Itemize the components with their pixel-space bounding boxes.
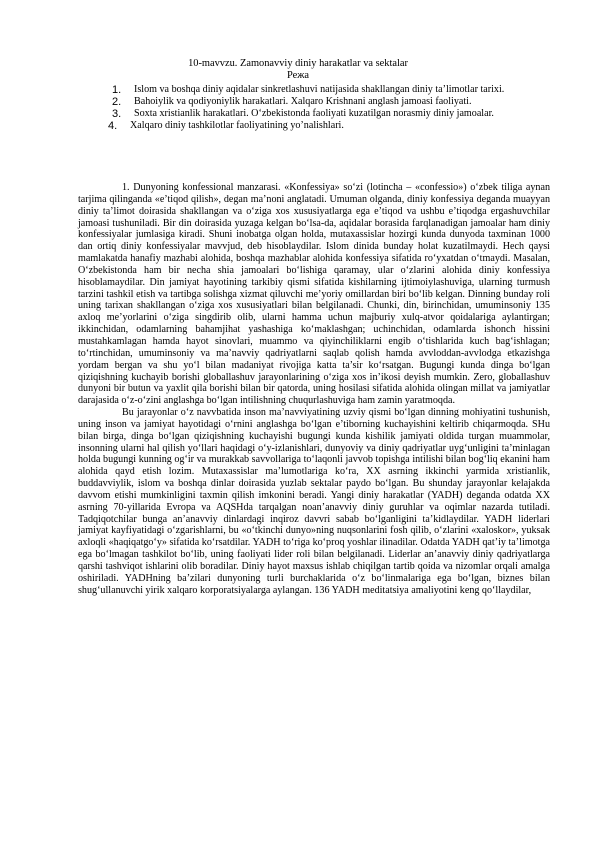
body-paragraph: 1. Dunyoning konfessional manzarasi. «Konfessiya» so‘zi (lotincha – «confessio») o‘zbek tiliga aynan tarjima qilinganda «e’tiqod qilish», degan ma’noni anglatadi. Umuman olganda, diniy konfessiya deganda muayyan diniy ta’limot doirasida shakllangan va o‘ziga xos xususiyatlarga ega e’tiqod va ushbu e’tiqodga ergashuvchilar jamoasi tushuniladi. Bir din doirasida yuzaga kelgan bo‘lsa-da, aqidalar borasida farqlanadigan jamoalar ham diniy konfessiyalar jumlasiga kiradi. Shuni inobatga olgan holda, mutaxassislar hozirgi kunda dunyoda taxminan 1000 dan ortiq diniy konfessiyalar mavvjud, deb hisoblaydilar. Islom dinida bunday holat kuzatilmaydi. Hech qaysi mamlakatda hanafiy mazhabi alohida, boshqa mazhablar alohida konfessiya sifatida ro‘yxatdan o‘tmaydi. Masalan, O‘zbekistonda ham bir necha shia jamoalari bo‘lishiga qaramay, ular o‘zlarini alohida diniy konfessiya hisoblamaydilar. Din jamiyat hayotining tarkibiy qismi sifatida kishilarning ijtimoiylashuviga, ularning turmush tarzini tashkil etish va tartibga solishga xizmat qiluvchi me’yoriy omillardan biri bo‘lib kelgan. Dinning bunday roli uning tarixan shakllangan o‘ziga xos xususiyatlari bilan belgilanadi. Chunki, din, birinchidan, umuminsoniy 135 axloq me’yorlarini o‘ziga singdirib olib, ularni hamma uchun majburiy xulq-atvor qoidalariga aylantirgan; ikkinchidan, odamlarning bahamjihat yashashiga ko‘maklashgan; uchinchidan, odamlarda ishonch hissini mustahkamlagan hamda hayot sinovlari, muammo va qiyinchiliklarni engib o‘tishlarida kuch bag‘ishlagan; to‘rtinchidan, umuminsoniy va ma’navviy qadriyatlarni saqlab qolish hamda avvloddan-avvlodga etkazishga yordam bergan va shu yo‘l bilan madaniyat rivojiga katta ta’sir ko‘rsatgan. Bugungi kunda dinga bo‘lgan qiziqishning kuchayib borishi globallashuv jarayonlarining o‘ziga xos in’ikosi deyish mumkin. Zero, globallashuv dunyoni bir butun va yaxlit qila borishi bilan bir qatorda, uning hosilasi sifatida alohida olingan millat va jamiyatlar darajasida o‘z-o‘zini anglashga bo‘lgan intilishning chuqurlashuviga ham zamin yaratmoqda. (78, 182, 550, 407)
plan-item-text: Bahoiylik va qodiyoniylik harakatlari. Xalqaro Krishnani anglash jamoasi faoliyati. (134, 96, 472, 107)
plan-item-number: 2. (112, 96, 122, 108)
plan-item-number: 3. (112, 108, 122, 120)
plan-item-number: 4. (108, 120, 118, 132)
plan-item (112, 96, 550, 108)
document-title: 10-mavvzu. Zamonavviy diniy harakatlar va sektalar (188, 58, 408, 69)
plan-item-text: Soxta xristianlik harakatlari. O‘zbekistonda faoliyati kuzatilgan norasmiy diniy jamoalar. (134, 108, 494, 119)
plan-item-number: 1. (112, 84, 122, 96)
body-paragraph: Bu jarayonlar o‘z navvbatida inson ma’navviyatining uzviy qismi bo‘lgan dinning mohiyatini tushunish, uning inson va jamiyat hayotidagi o‘rnini anglashga bo‘lgan e’tiborning kuchayishini keltirib chiqarmoqda. SHu bilan birga, dinga bo‘lgan qiziqishning kuchayishi bugungi kunda kishilik jamiyati oldida turgan muammolar, insonning ularni hal qilish yo‘llari haqidagi o‘y-izlanishlari, dunyoviy va diniy qadriyatlar uyg‘unligini ta’minlagan holda bugungi kunning og‘ir va murakkab savvollariga to‘laqonli javvob topishga intilishi bilan bog‘liq ekanini ham alohida qayd etish lozim. Mutaxassislar ma’lumotlariga ko‘ra, XX asrning ikkinchi yarmida xristianlik, buddavviylik, islom va boshqa dinlar doirasida yuzlab sektalar paydo bo‘lgan. Bu shunday jarayonlar kelajakda davvom etishi mumkinligini taxmin qilish imkonini beradi. Yangi diniy harakatlar (YADH) deganda odatda XX asrning 70-yillarida Evropa va AQSHda tarqalgan noan’anavviy diniy guruhlar va oqimlar nazarda tutiladi. Tadqiqotchilar bunga an’anavviy dinlardagi inqiroz davvri sabab bo‘lganligini ta’kidlaydilar. YADH liderlari jamiyat kayfiyatidagi o‘zgarishlarni, bu «o‘tkinchi dunyo»ning nuqsonlarini fosh qilib, o‘zlarini «xaloskor», yuksak axloqli «haqiqatgo‘y» sifatida ko‘rsatdilar. YADH to‘riga ko‘proq yoshlar ilinadilar. Odatda YADH qat’iy ta’limotga ega bo‘lmagan tashkilot bo‘lib, uning faoliyati lider roli bilan belgilanadi. Liderlar an’anavviy diniy qadriyatlarga qarshi tashviqot ishlarini olib boradilar. Diniy hayot maxsus ishlab chiqilgan tartib qoida va nizomlar orqali amalga oshiriladi. YADHning ba’zilari dunyoning turli burchaklarida o‘z bo‘linmalariga ega bo‘lgan, biznes bilan shug‘ullanuvchi yirik xalqaro korporatsiyalarga aylangan. 136 YADH meditatsiya amaliyotini keng qo‘llaydilar, (78, 407, 550, 596)
document-body (78, 182, 550, 597)
plan-item (108, 120, 550, 132)
plan-item-text: Islom va boshqa diniy aqidalar sinkretlashuvi natijasida shakllangan diniy ta’limotlar tarixi. (134, 84, 505, 95)
plan-item (112, 84, 550, 96)
plan-list (108, 84, 550, 132)
plan-item-text: Xalqaro diniy tashkilotlar faoliyatining yo’nalishlari. (130, 120, 344, 131)
plan-item (112, 108, 550, 120)
plan-heading: Режа (286, 70, 310, 81)
